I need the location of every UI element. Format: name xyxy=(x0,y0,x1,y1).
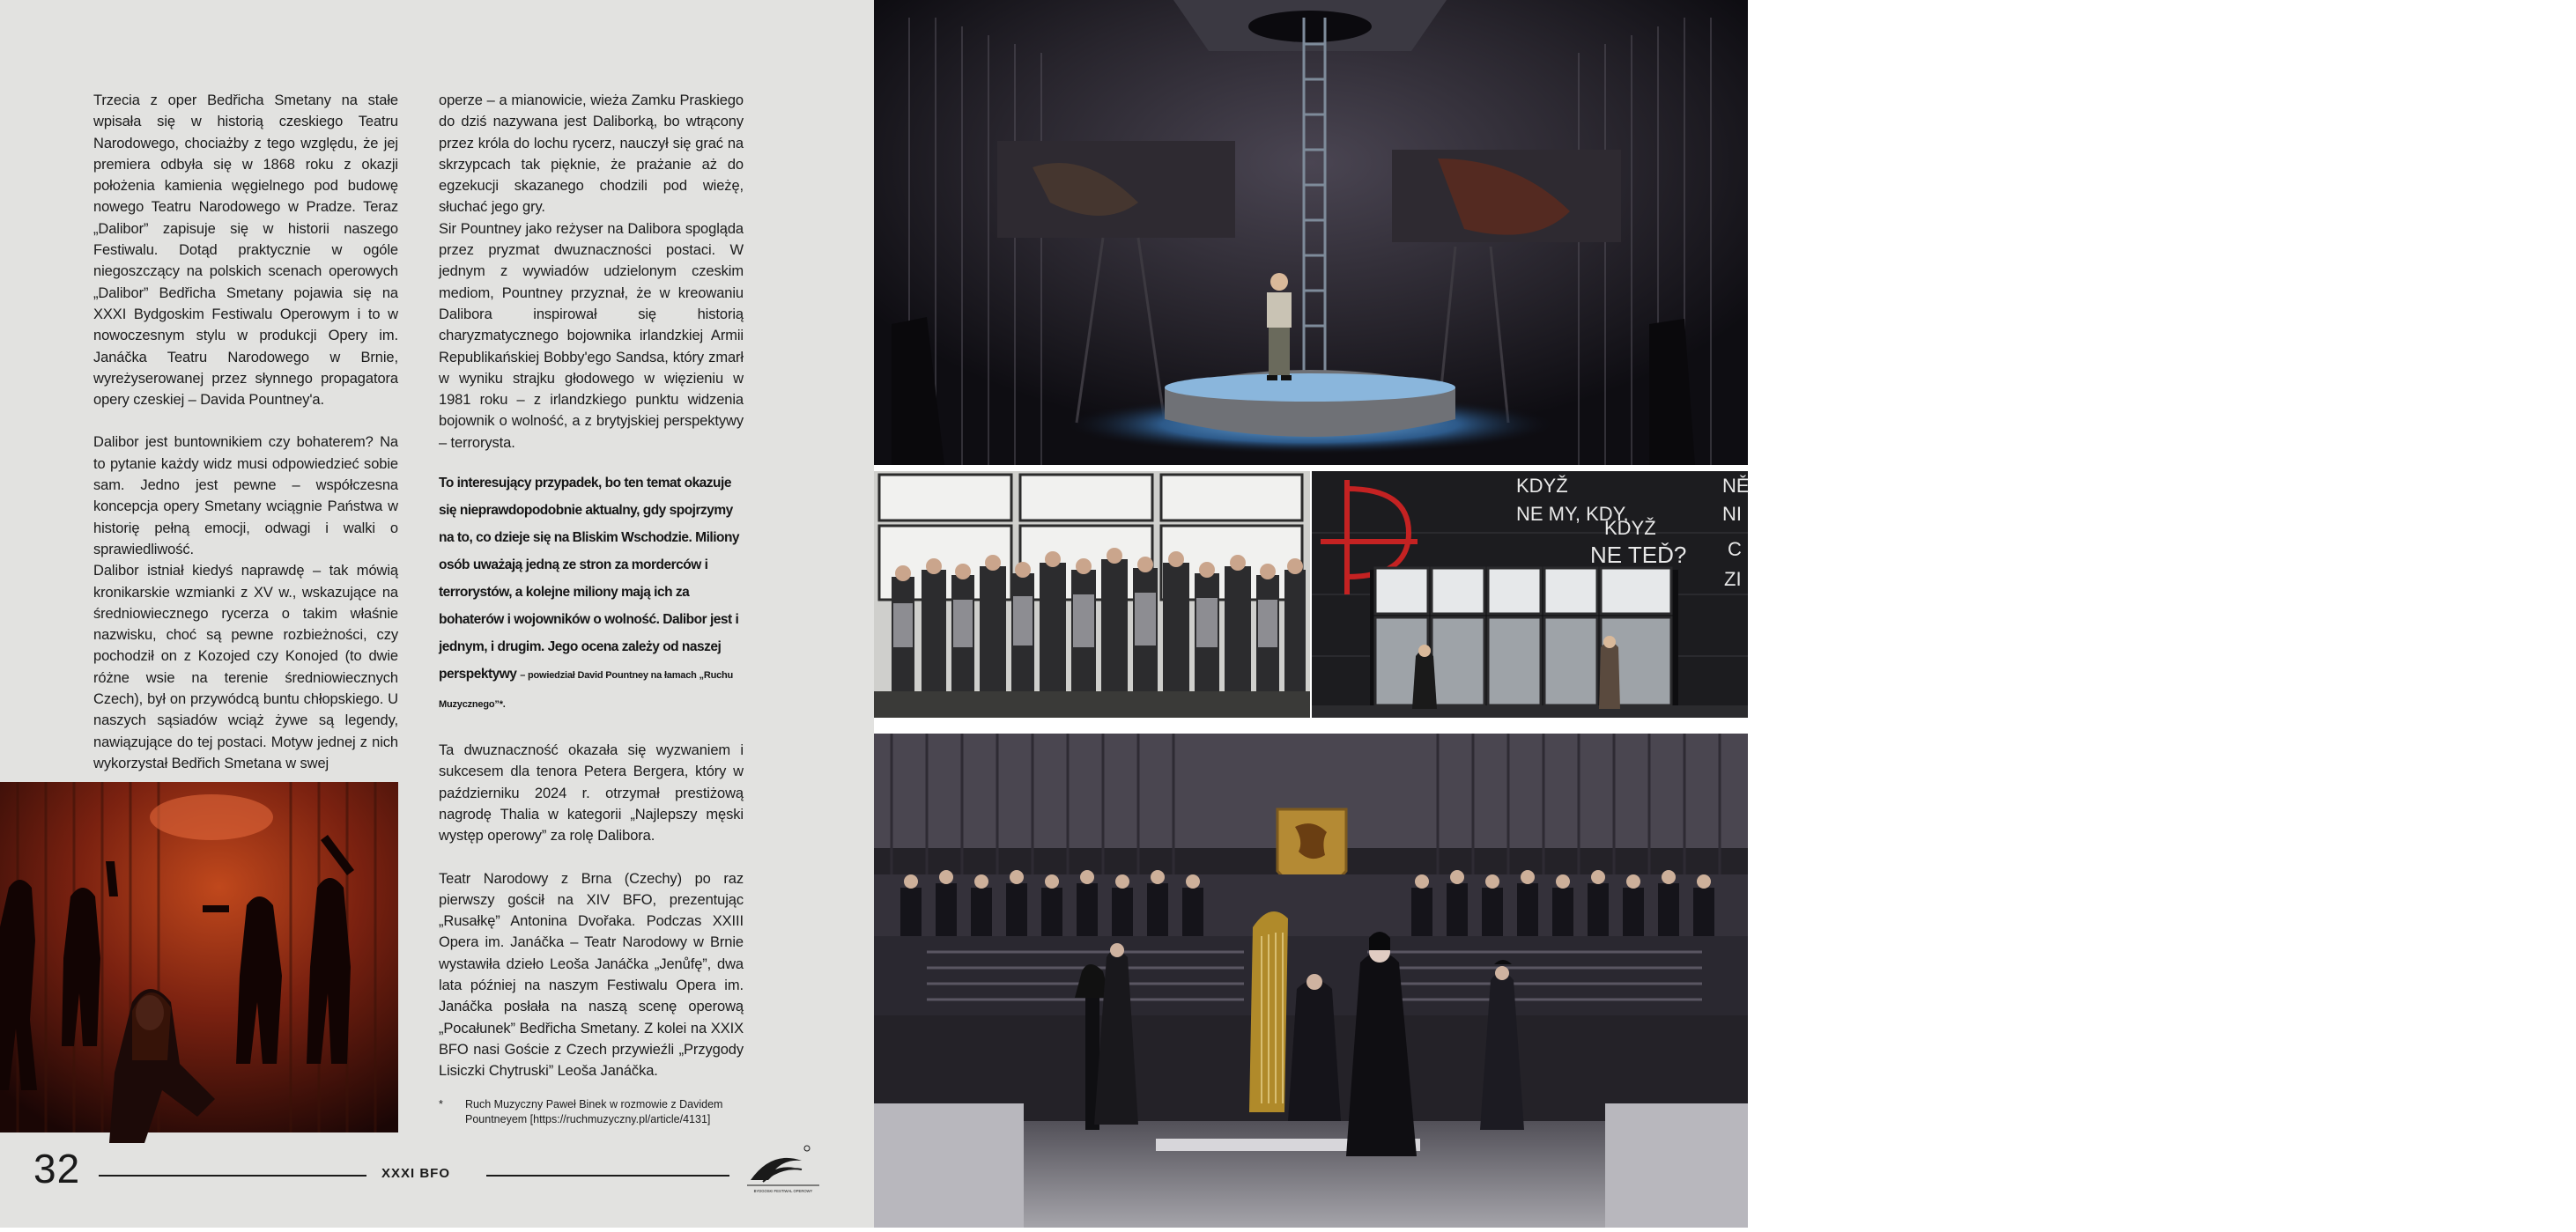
paragraph: Ta dwuznaczność okazała się wyzwaniem i sukcesem dla tenora Petera Bergera, który w październiku 2024 r. otrzymał prestiżową nagrodę Thalia w kategorii „Najlepszy męski występ operowy” za rolę Dalibora. xyxy=(439,742,744,845)
paragraph: Dalibor jest buntownikiem czy bohaterem? Na to pytanie każdy widz musi odpowiedzieć sobie sam. Jedno jest pewne – współczesna koncepcja opery Smetany wciągnie Państwa w historię pełną emocji, odwagi i walki o sprawiedliwość. xyxy=(93,434,398,557)
page-number: 32 xyxy=(33,1146,81,1191)
stage-photo-chorus-image xyxy=(874,471,1310,718)
article-column-left xyxy=(93,90,398,774)
footnote xyxy=(439,1097,747,1127)
stage-photo-courtroom-image xyxy=(874,734,1748,1228)
paragraph: Teatr Narodowy z Brna (Czechy) po raz pierwszy gościł na XIV BFO, prezentując „Rusałkę” Antonina Dvořaka. Podczas XXIII Opera im. Janáčka – Teatr Narodowy w Brnie wystawiła dzieło Leoša Janáčka „Jenůfę”, dwa lata później na naszym Festiwalu Opera im. Janáčka posłała na naszą scenę operową „Pocałunek” Bedřicha Smetany. Z kolei na XXIX BFO nasi Goście z Czech przywieźli „Przygody Lisiczki Chytruski” Leoša Janáčka. xyxy=(439,870,744,1080)
festival-logo xyxy=(745,1143,821,1194)
section-tab-rule xyxy=(2525,0,2576,465)
footer-label: XXXI BFO xyxy=(381,1166,451,1181)
article-column-right xyxy=(439,90,744,1082)
paragraph: Trzecia z oper Bedřicha Smetany na stałe wpisała się w historią czeskiego Teatru Narodowego, chociażby z tego względu, że jej premiera odbyła się w 1868 roku z okazji położenia kamienia węgielnego pod budowę nowego Teatru Narodowego w Pradze. Teraz „Dalibor” zapisuje się w historii naszego Festiwalu. Dotąd praktycznie w ogóle niegoszczący na polskich scenach operowych „Dalibor” Bedřicha Smetany pojawia się na XXXI Bydgoskim Festiwalu Operowym i to w nowoczesnym stylu w produkcji Opery im. Janáčka Teatru Narodowego w Brnie, wyreżyserowanej przez słynnego propagatora opery czeskiej – Davida Pountney'a. xyxy=(93,92,398,409)
svg-text:C: C xyxy=(1728,538,1742,560)
footer-rule-left xyxy=(99,1175,366,1177)
svg-text:NE MY, KDY,: NE MY, KDY, xyxy=(1516,503,1629,525)
festival-logo-mark xyxy=(745,1143,821,1194)
harp xyxy=(1249,911,1288,1112)
section-title: DALIBOR xyxy=(2543,95,2572,218)
stage-photo-courtroom xyxy=(874,734,1748,1228)
stage-photo-chorus xyxy=(874,471,1310,718)
right-page xyxy=(874,0,2572,1228)
paragraph: operze – a mianowicie, wieża Zamku Praskiego do dziś nazywana jest Daliborką, bo wtrącony przez króla do lochu rycerz, nauczył się grać na skrzypcach tak pięknie, że prażanie aż do egzekucji skazanego chodzili pod wieżę, słuchać jego gry. xyxy=(439,92,744,216)
footnote-marker: * xyxy=(439,1098,443,1110)
svg-text:NE TEĎ?: NE TEĎ? xyxy=(1590,542,1687,568)
stage-photo-dalibor-platform xyxy=(874,0,1748,465)
stage-photo-soldiers-image xyxy=(0,782,398,1132)
svg-text:ZI: ZI xyxy=(1724,568,1742,590)
stage-photo-dalibor-platform-image xyxy=(874,0,1748,465)
pull-quote-attribution: – powiedział David Pountney na łamach „Ruchu Muzycznego”*. xyxy=(439,670,734,711)
svg-text:NĚ: NĚ xyxy=(1722,475,1750,497)
stage-photo-graffiti xyxy=(1312,471,1748,718)
stage-photo-graffiti-image xyxy=(1312,471,1748,718)
stage-photo-soldiers xyxy=(0,782,398,1132)
pull-quote-text: To interesujący przypadek, bo ten temat okazuje się nieprawdopodobnie aktualny, gdy spojrzymy na to, co dzieje się na Bliskim Wschodzie. Miliony osób uważają jedną ze stron za morderców i terrorystów, a kolejne miliony mają ich za bohaterów i wojowników o wolność. Dalibor jest i jednym, i drugim. Jego ocena zależy od naszej perspektywy xyxy=(439,476,740,682)
paragraph: Dalibor istniał kiedyś naprawdę – tak mówią kronikarskie wzmianki z XV w., wskazujące na średniowiecznego rycerza o takim właśnie nazwisku, choć są pewne rozbieżności, czy pochodził on z Kozojed czy Konojed (to dwie różne wsie na terenie średniowiecznych Czech), był on przywódcą buntu chłopskiego. U naszych sąsiadów wciąż żywe są legendy, nawiązujące do tej postaci. Motyw jednej z nich wykorzystał Bedřich Smetana w swej xyxy=(93,563,398,771)
left-page xyxy=(0,0,874,1228)
section-tab xyxy=(2525,0,2576,465)
svg-text:KDYŽ: KDYŽ xyxy=(1604,517,1656,539)
footer-rule-right xyxy=(486,1175,729,1177)
paragraph: Sir Pountney jako reżyser na Dalibora spogląda przez pryzmat dwuznaczności postaci. W jednym z wywiadów udzielonym czeskim mediom, Pountney przyznał, że w kreowaniu Dalibora inspirował się historią charyzmatycznego bojownika irlandzkiej Armii Republikańskiej Bobby'ego Sandsa, który zmarł w wyniku strajku głodowego w więzieniu w 1981 roku – z irlandzkiego punktu widzenia bojownik o wolność, a z brytyjskiej perspektywy – terrorysta. xyxy=(439,220,744,451)
svg-text:KDYŽ: KDYŽ xyxy=(1516,475,1568,497)
svg-text:NI: NI xyxy=(1722,503,1742,525)
footnote-text: Ruch Muzyczny Paweł Binek w rozmowie z Davidem Pountneyem [https://ruchmuzyczny.pl/article/4131] xyxy=(465,1098,723,1125)
svg-text:BYDGOSKI FESTIWAL OPEROWY: BYDGOSKI FESTIWAL OPEROWY xyxy=(753,1189,813,1193)
pull-quote xyxy=(439,469,744,719)
